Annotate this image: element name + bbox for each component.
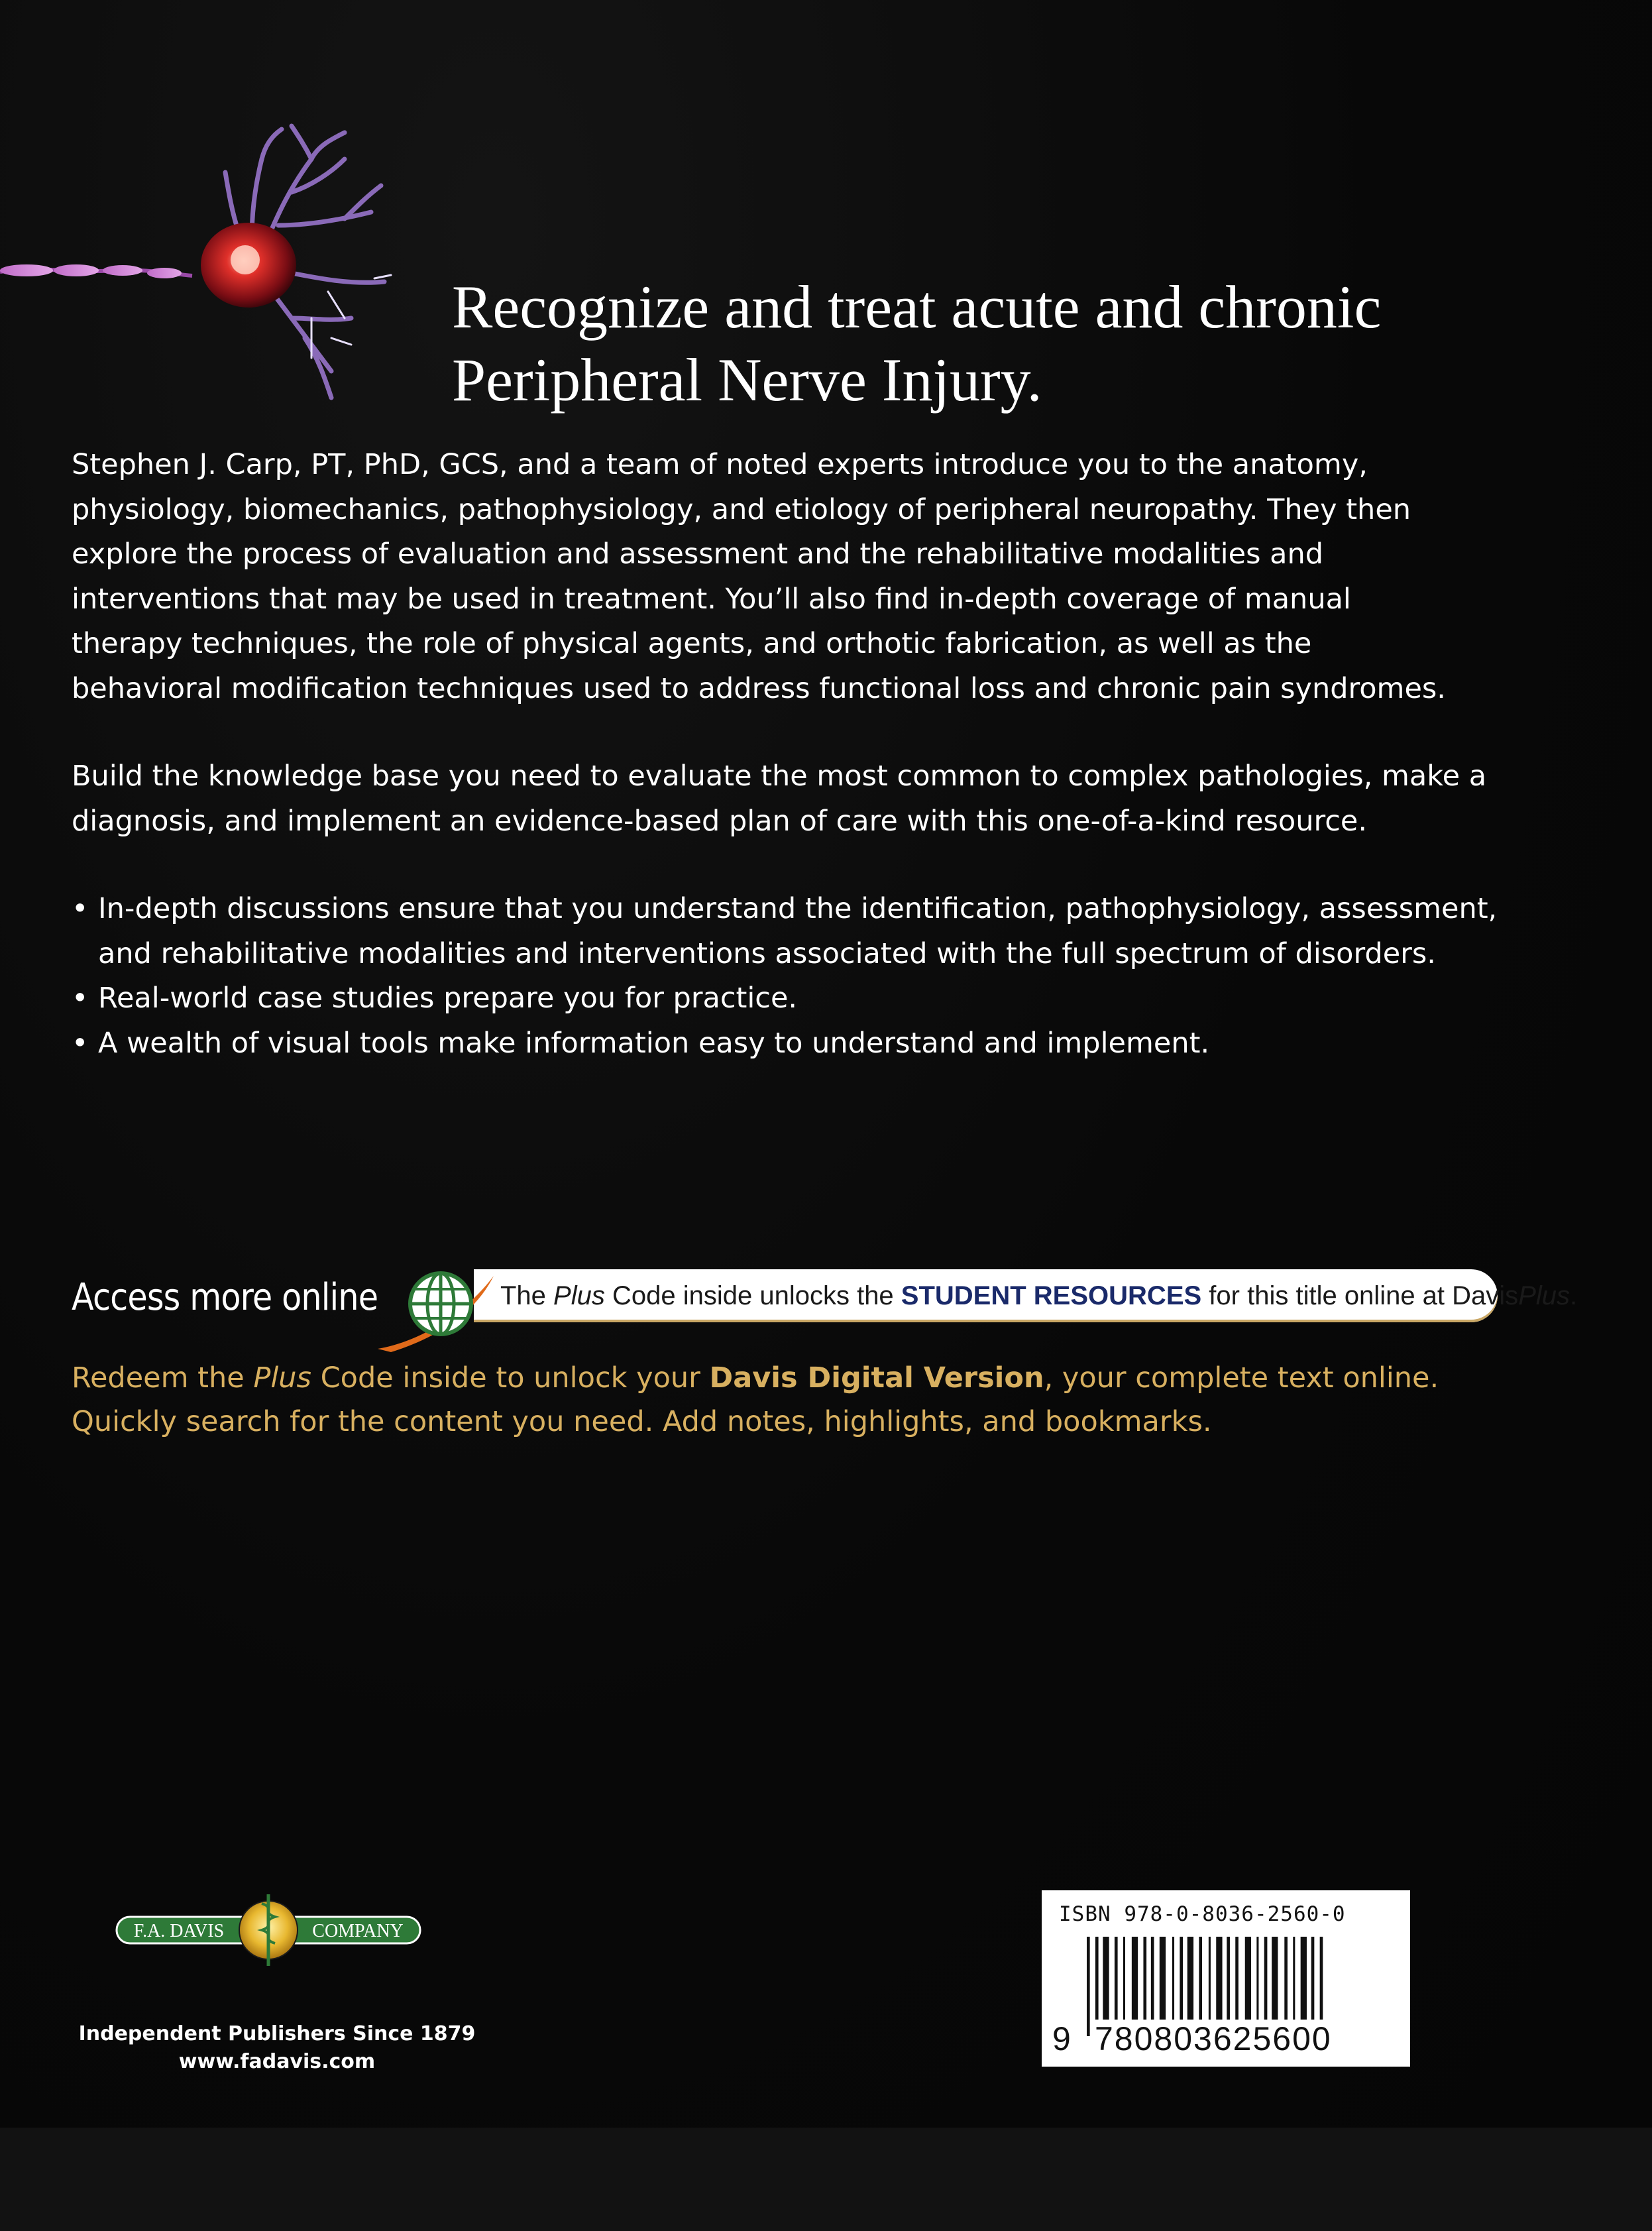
logo-right-text: COMPANY [312, 1921, 404, 1941]
globe-icon [378, 1263, 497, 1355]
paragraph-line: behavioral modification techniques used to address functional loss and chronic pain syndromes. [72, 671, 1446, 705]
publisher-url: www.fadavis.com [178, 2050, 376, 2073]
bottom-band [0, 2128, 1652, 2231]
redeem-text-part: Redeem the [72, 1361, 254, 1395]
student-resources-label: STUDENT RESOURCES [901, 1281, 1202, 1310]
feature-text: • A wealth of visual tools make information easy to understand and implement. [98, 1026, 1210, 1060]
description-paragraph-2 [72, 754, 1496, 844]
banner-plus-word: Plus [1518, 1281, 1570, 1310]
neuron-illustration [0, 119, 424, 451]
davis-digital-version-label: Davis Digital Version [709, 1361, 1044, 1395]
publisher-tagline: Independent Publishers Since 1879 [78, 2022, 476, 2045]
description-paragraph-1 [72, 443, 1496, 711]
feature-item [72, 1021, 1563, 1066]
headline-line-1: Recognize and treat acute and chronic [452, 273, 1382, 341]
headline-line-2: Peripheral Nerve Injury. [452, 346, 1042, 414]
feature-text: • Real-world case studies prepare you for practice. [98, 982, 798, 1015]
barcode-first-digit: 9 [1052, 2020, 1071, 2057]
paragraph-line: physiology, biomechanics, pathophysiology, and etiology of peripheral neuropathy. They then [72, 492, 1411, 526]
barcode-digits: 780803625600 [1092, 2020, 1402, 2058]
publisher-info [72, 2020, 482, 2076]
paragraph-line: interventions that may be used in treatment. You’ll also find in-depth coverage of manual [72, 582, 1351, 616]
banner-text-part: Code inside unlocks the [604, 1281, 901, 1310]
access-more-online-label: Access more online [72, 1276, 378, 1319]
logo-left-text: F.A. DAVIS [133, 1921, 225, 1941]
redeem-plus-word: Plus [253, 1361, 311, 1395]
banner-text-part: The [500, 1281, 554, 1310]
banner-text-part: . [1570, 1281, 1578, 1310]
cell-nucleus [231, 245, 260, 274]
feature-text: and rehabilitative modalities and interventions associated with the full spectrum of disorders. [98, 937, 1436, 970]
redeem-paragraph [72, 1356, 1563, 1444]
axon [0, 264, 192, 278]
isbn-text: ISBN 978-0-8036-2560-0 [1059, 1902, 1346, 1926]
redeem-text-part: Code inside to unlock your [311, 1361, 710, 1395]
isbn-barcode [1042, 1890, 1410, 2067]
banner-text [500, 1281, 1577, 1311]
barcode-bar [1087, 1937, 1090, 2036]
feature-item [72, 887, 1563, 976]
paragraph-line: diagnosis, and implement an evidence-based plan of care with this one-of-a-kind resource. [72, 804, 1367, 838]
paragraph-line: Stephen J. Carp, PT, PhD, GCS, and a team of noted experts introduce you to the anatomy, [72, 448, 1368, 481]
feature-list [72, 887, 1563, 1066]
headline [452, 270, 1618, 416]
redeem-line-1 [72, 1356, 1563, 1400]
redeem-text-part: , your complete text online. [1044, 1361, 1439, 1395]
redeem-line-2: Quickly search for the content you need. Add notes, highlights, and bookmarks. [72, 1405, 1212, 1438]
banner-plus-word: Plus [553, 1281, 605, 1310]
banner-text-part: for this title online at Davis [1201, 1281, 1519, 1310]
paragraph-line: explore the process of evaluation and assessment and the rehabilitative modalities and [72, 538, 1324, 571]
paragraph-line: Build the knowledge base you need to evaluate the most common to complex pathologies, make a [72, 760, 1487, 793]
feature-text: • In-depth discussions ensure that you understand the identification, pathophysiology, assessment, [98, 892, 1498, 925]
fa-davis-logo [113, 1889, 424, 1969]
davis-plus-banner [378, 1263, 1578, 1332]
feature-item [72, 976, 1563, 1021]
paragraph-line: therapy techniques, the role of physical agents, and orthotic fabrication, as well as the [72, 627, 1312, 660]
